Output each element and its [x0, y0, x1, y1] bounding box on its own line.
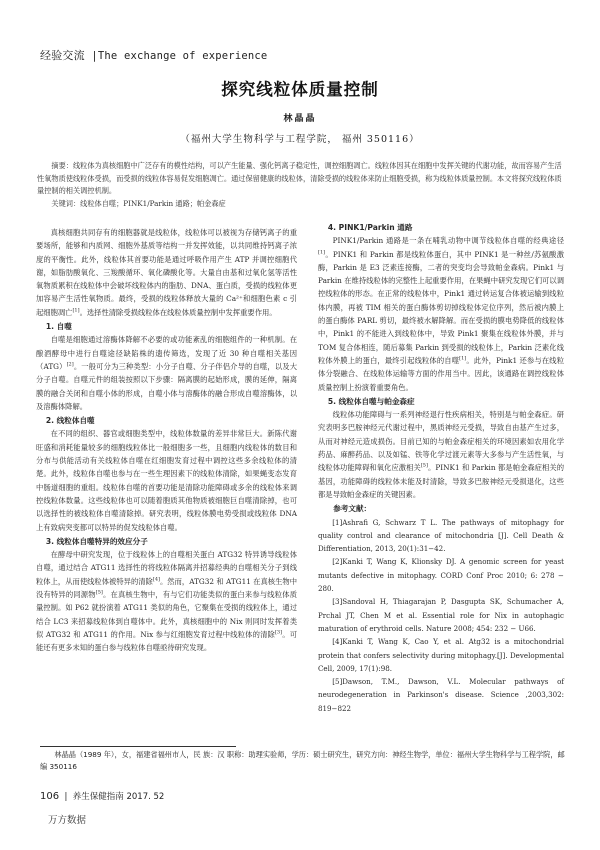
- citation: [4]: [152, 576, 160, 583]
- journal-name: 养生保健指南 2017. 52: [72, 792, 165, 802]
- heading-pink1-parkin: 4. PINK1/Parkin 通路: [327, 223, 413, 232]
- effector-text-a: 在酵母中研究发现，位于线粒体上的自噬相关蛋白 ATG32 特异诱导线粒体自噬，通过结合 ATG11 选择性的将线粒体隔离并招募经典的自噬相关分子到线粒体上，从而使线粒体被特异的清除: [36, 550, 297, 586]
- parkinsons-paragraph: [318, 408, 564, 501]
- page-footer: [40, 790, 164, 802]
- mitophagy-paragraph: 在不同的组织、器官或细胞类型中，线粒体数量的差异非常巨大。新陈代谢旺盛和消耗能量较多的细胞线粒体比一般细胞多一些，且细胞内线粒体的数目和分布与供能活动有关线粒体自噬在红细胞发育过程中调控这些多余线粒体的清楚。此外，线粒体自噬也参与在一些生理因素下的线粒体清除，如果蝇变态发育中肠道细胞的重组。线粒体自噬的首要功能是清除功能障碍或多余的线粒体来调控线粒体数量。这些线粒体也可以随着胞质其他物质被细胞巨自噬清除掉，也可以选择性的被线粒体自噬清除掉。研究表明，线粒体膜电势受损或线粒体 DNA 上有致病突变都可以特异的促发线粒体自噬。: [36, 429, 297, 532]
- effector-text-c: 。在真核生物中，有与它们功能类似的蛋白来参与线粒体质量控制。如 P62 就扮演着 ATG11 类似的角色，它聚集在受损的线粒体上，通过结合 LC3 来招募线粒体到自噬体中。此外，真核细胞中的 Nix 则同时发挥着类似 ATG32 和 ATG11 的作用。Nix 参与红细胞发育过程中线粒体的清除: [36, 590, 298, 639]
- autophagy-text-a: 自噬是细胞通过溶酶体降解不必要的或功能紊乱的细胞组件的一种机制。在酿酒酵母中进行自噬途径缺陷株的遗传筛选，发现了近 30 种自噬相关基因（ATG）: [36, 335, 297, 371]
- pink1-paragraph: [318, 234, 564, 394]
- references-heading: 参考文献：: [333, 504, 372, 514]
- citation: [1]: [72, 307, 80, 314]
- section-separator: |: [91, 50, 98, 62]
- section-label-en: The exchange of experience: [97, 50, 268, 62]
- abstract-label: 摘要：: [51, 161, 73, 170]
- abstract-block: [37, 160, 565, 210]
- abstract-text: 线粒体为真核细胞中广泛存有的模性结构，可以产生能量、强化钙离子稳定性，调控细胞凋亡。线粒体因其在细胞中发挥关键的代谢功能，故而容易产生活性氧物质使线粒体受损，而受损的线粒体容易促发细胞凋亡。通过保留健康的线粒体，清除受损的线粒体来防止细胞受损，称为线粒体质量控制。本文将探究线粒体质量控制的相关调控机制。: [37, 161, 562, 195]
- page-number: 106: [40, 791, 60, 802]
- effector-text-d: 。可能还有更多未知的蛋白参与线粒体自噬亟待研究发现。: [36, 629, 297, 653]
- citation: [1]: [318, 249, 326, 256]
- effector-text-b: 。然而，ATG32 和 ATG11 在真核生物中没有特异的同源物: [36, 576, 297, 600]
- intro-tail: 。选择性清除受损线粒体在线粒体质量控制中发挥重要作用。: [79, 307, 277, 317]
- watermark: 万方数据: [48, 815, 87, 826]
- pink1-text-c: 。此外，Pink1 还参与在线粒体分裂融合、在线粒体运输等方面的作用当中。因此，该通路在调控线粒体质量控制上扮演着重要角色。: [318, 355, 564, 392]
- reference-item: [1]Ashrafi G, Schwarz T L. The pathways of mitophagy for quality control and clearance of mitochondria [J]. Cell Death & Differentiation, 2013, 20(1):31−42.: [318, 517, 564, 554]
- autophagy-text-b: 。一般可分为三种类型：小分子自噬、分子伴侣介导的自噬，以及大分子自噬。自噬元件的组装按照以下步骤：隔离膜的起始形成，膜的延伸，隔离膜的融合关闭和自噬小体的形成，自噬小体与溶酶体的融合形成自噬溶酶体，以及溶酶体降解。: [36, 361, 297, 411]
- parkinsons-text-b: 。PINK1 和 Parkin 都是帕金森症相关的基因，功能障碍的线粒体未能及时清除，导致多巴胺神经元受损退化，这些都是导致帕金森症的关键因素。: [318, 463, 564, 499]
- pink1-text-a: PINK1/Parkin 通路是一条在哺乳动物中调节线粒体自噬的经典途径: [332, 236, 564, 246]
- keywords-text: 线粒体自噬；PINK1/Parkin 通路；帕金森症: [80, 198, 226, 208]
- reference-item: [4]Kanki T, Wang K, Cao Y, et al. Atg32 is a mitochondrial protein that confers selectivity during mitophagy.[J]. Developmental Cell, 2009, 17(1):98.: [318, 637, 564, 673]
- heading-parkinsons: 5. 线粒体自噬与帕金森症: [327, 396, 415, 406]
- effector-paragraph: [36, 548, 297, 654]
- keywords-paragraph: [37, 198, 565, 211]
- pink1-text-b: 。PINK1 和 Parkin 都是线粒体蛋白，其中 PINK1 是一种丝/苏氨酸激酶，Parkin 是 E3 泛素连接酶，二者的突变均会导致帕金森病。Pink1 与 Parkin 在维持线粒体的完整性上起重要作用，在果蝇中研究发现它们可以调控线粒体的形态。在正常的线粒体中，Pink1 通过转运复合体被运输到线粒体内膜，再被 TIM 相关的蛋白酶体剪切掉线粒体定位序列，然后被内膜上的蛋白酶体 PARL 剪切，最终被水解降解。而在受损的膜电势降低的线粒体中，Pink1 的不能进入到线粒体中，导致 Pink1 聚集在线粒体外膜，并与 TOM 复合体相连，随后募集 Parkin 到受损的线粒体上，Parkin 泛素化线粒体外膜上的蛋白，最终引起线粒体的自噬: [318, 249, 564, 365]
- left-column: [36, 226, 297, 655]
- abstract-paragraph: [37, 160, 565, 198]
- right-column: [318, 220, 564, 715]
- footer-separator: |: [64, 792, 68, 802]
- intro-paragraph: [36, 226, 297, 319]
- author-footnote: [40, 749, 565, 773]
- heading-mitophagy: 2. 线粒体自噬: [45, 416, 95, 426]
- reference-item: [2]Kanki T, Wang K, Klionsky DJ. A genomic screen for yeast mutants defective in mitophagy. CORD Conf Proc 2010; 6: 278 − 280.: [318, 557, 564, 594]
- intro-text: 真核细胞共同存有的细胞器就是线粒体，线粒体可以被视为存储钙离子的重要场所，能够和内质网、细胞外基质等结构一并发挥效能，以共同维持钙离子浓度的平衡性。此外，线粒体其首要功能是通过呼吸作用产生 ATP 并调控细胞代谢，如脂肪酸氧化、三羧酸循环、氧化磷酸化等。大量自由基和过氧化氢等活性氧物质累积在线粒体中会破坏线粒体内的脂肪、DNA、蛋白质，受损的线粒体更加容易产生活性氧物质。最终，受损的线粒体释放大量的 Ca²⁺和细胞色素 c 引起细胞凋亡: [36, 228, 297, 317]
- reference-item: [3]Sandoval H, Thiagarajan P, Dasgupta SK, Schumacher A, Prchal JT, Chen M et al. Essential role for Nix in autophagic maturation of erythroid cells. Nature 2008; 454: 232 − U66.: [318, 597, 564, 633]
- citation: [5]: [420, 462, 428, 469]
- citation: [1]: [459, 355, 467, 362]
- keywords-label: 关键词：: [51, 198, 81, 208]
- footnote-text: 林晶晶（1989 年），女，福建省福州市人，民 族：汉 职称：助理实验师，学历：硕士研究生，研究方向：神经生物学，单位：福州大学生物科学与工程学院，邮编 350116: [40, 750, 565, 771]
- section-header: [40, 47, 267, 63]
- heading-effector-molecules: 3. 线粒体自噬特异的效应分子: [45, 536, 148, 546]
- section-label-zh: 经验交流: [40, 49, 85, 62]
- article-title: 探究线粒体质量控制: [221, 80, 379, 99]
- heading-autophagy: 1. 自噬: [45, 322, 72, 332]
- article-author: 林晶晶: [283, 114, 317, 124]
- citation: [5]: [95, 589, 103, 596]
- article-affiliation: （福州大学生物科学与工程学院， 福州 350116）: [180, 134, 420, 145]
- citation: [2]: [66, 361, 74, 368]
- footnote-divider: [40, 746, 236, 747]
- parkinsons-text-a: 线粒体功能障碍与一系列神经退行性疾病相关，特别是与帕金森症。研究表明多巴胺神经元代谢过程中，黑质神经元受损，导致自由基产生过多，从而对神经元造成损伤。目前已知的与帕金森症相关的环境因素如农用化学药品、麻醉药品、以及如锰、铁等化学过渡元素等大多参与产生活性氧，与线粒体功能障碍和氧化应激相关: [318, 410, 564, 473]
- citation: [3]: [274, 629, 283, 636]
- reference-item: [5]Dawson, T.M., Dawson, V.L. Molecular pathways of neurodegeneration in Parkinson's disease. Science ,2003,302: 819−822: [318, 677, 564, 713]
- autophagy-paragraph: [36, 333, 297, 413]
